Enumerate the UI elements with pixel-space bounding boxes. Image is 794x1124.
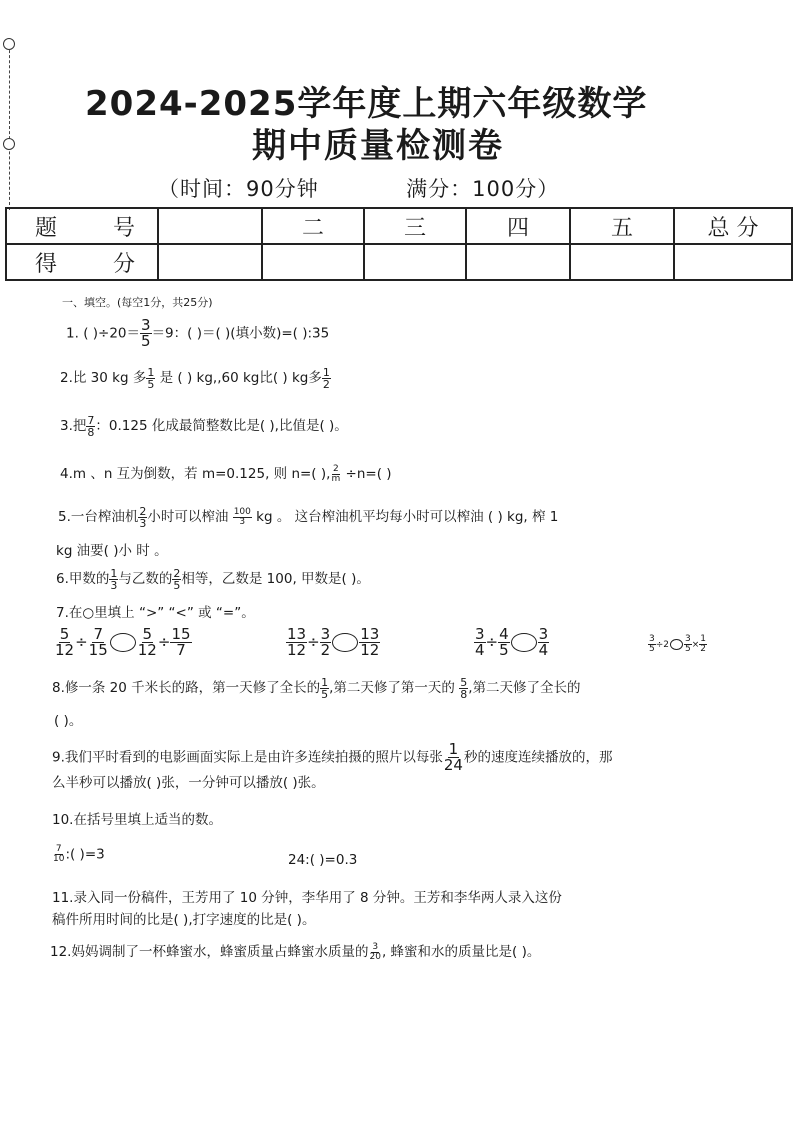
score-table-cell — [158, 208, 262, 244]
operator: ÷ — [157, 633, 171, 651]
numerator: 1 — [321, 675, 329, 689]
compare-circle[interactable] — [670, 639, 683, 650]
numerator: 3 — [141, 316, 151, 334]
q10-item-2: 24:( )=0.3 — [288, 852, 358, 868]
denominator: 3 — [239, 516, 246, 527]
denominator: 12 — [137, 641, 157, 659]
score-cell[interactable] — [158, 244, 262, 280]
q8-fraction-1 — [320, 677, 329, 700]
denominator: 8 — [460, 687, 468, 701]
numerator: 2 — [173, 566, 181, 580]
denominator: 5 — [649, 644, 655, 654]
question-5-line2: kg 油要( )小 时 。 — [56, 543, 168, 559]
compare-circle[interactable] — [110, 633, 136, 652]
question-11: 11.录入同一份稿件，王芳用了 10 分钟，李华用了 8 分钟。王芳和李华两人录入这份 — [52, 890, 562, 906]
q6-text-b: 与乙数的 — [118, 571, 173, 587]
question-5 — [58, 505, 558, 529]
denominator: 24 — [443, 756, 463, 774]
denominator: 5 — [321, 687, 329, 701]
numerator: 1 — [110, 566, 118, 580]
q5-text-c: kg 。 这台榨油机平均每小时可以榨油 ( ) kg, 榨 1 — [251, 509, 559, 525]
q3-text-b: ：0.125 化成最简整数比是( ),比值是( )。 — [95, 418, 348, 434]
question-8-line2: ( )。 — [54, 713, 83, 729]
q4-text-a: 4.m 、n 互为倒数，若 m=0.125, 则 n=( ), — [60, 466, 331, 482]
question-2 — [60, 366, 331, 390]
question-4 — [60, 462, 392, 484]
score-table-cell: 二 — [262, 208, 364, 244]
denominator: 5 — [147, 377, 155, 391]
denominator: 5 — [173, 578, 181, 592]
q8-text-c: ,第二天修了全长的 — [468, 680, 581, 696]
fraction — [359, 627, 380, 658]
question-6 — [56, 567, 370, 591]
q10-text-a: :( )=3 — [65, 846, 105, 863]
numerator: 7 — [55, 844, 62, 854]
q5-text-b: 小时可以榨油 — [147, 509, 233, 525]
q2-fraction-1 — [146, 367, 155, 390]
score-cell[interactable] — [262, 244, 364, 280]
operator: ÷2 — [655, 640, 670, 650]
binding-hole — [3, 138, 15, 150]
numerator: 2 — [332, 463, 339, 474]
numerator: 5 — [460, 675, 468, 689]
numerator: 3 — [685, 634, 691, 644]
exam-full-score: 满分：100分） — [406, 177, 560, 201]
q9-text-a: 9.我们平时看到的电影画面实际上是由许多连续拍摄的照片以每张 — [52, 749, 443, 766]
q7-expression-1 — [54, 627, 192, 658]
denominator: 2 — [320, 641, 331, 659]
operator: ÷ — [75, 633, 88, 651]
q8-text-a: 8.修一条 20 千米长的路，第一天修了全长的 — [52, 680, 321, 696]
fraction — [684, 635, 692, 654]
denominator: m — [331, 473, 341, 484]
fraction — [474, 627, 486, 658]
operator: × — [691, 640, 700, 650]
score-cell[interactable] — [364, 244, 466, 280]
q9-text-b: 秒的速度连续播放的，那 — [463, 749, 613, 766]
numerator: 3 — [475, 625, 485, 643]
numerator: 3 — [372, 941, 379, 952]
score-table-header-row — [6, 208, 792, 244]
score-table-cell: 五 — [570, 208, 674, 244]
q4-text-b: ÷n=( ) — [341, 466, 392, 482]
numerator: 5 — [142, 625, 153, 643]
section-heading: 一、填空。(每空1分，共25分) — [62, 296, 213, 309]
denominator: 10 — [53, 854, 65, 864]
numerator: 3 — [320, 625, 331, 643]
question-9-line2: 么半秒可以播放( )张，一分钟可以播放( )张。 — [52, 775, 325, 791]
numerator: 1 — [322, 365, 330, 379]
q1-number: 1. — [66, 325, 79, 342]
score-cell[interactable] — [570, 244, 674, 280]
q8-text-b: ,第二天修了第一天的 — [329, 680, 460, 696]
q7-expression-2 — [286, 627, 380, 658]
denominator: 8 — [87, 425, 95, 439]
q10-fraction — [52, 845, 65, 864]
q3-text-a: 3.把 — [60, 418, 87, 434]
q6-text-c: 相等，乙数是 100, 甲数是( )。 — [181, 571, 370, 587]
question-3 — [60, 414, 348, 438]
numerator: 2 — [139, 504, 147, 518]
denominator: 12 — [360, 641, 380, 659]
denominator: 4 — [475, 641, 485, 659]
q1-text-a: ( )÷20＝ — [83, 325, 141, 342]
numerator: 4 — [499, 625, 509, 643]
q2-fraction-2 — [322, 367, 331, 390]
q9-fraction — [443, 742, 464, 773]
score-table-cell: 三 — [364, 208, 466, 244]
question-11-line2: 稿件所用时间的比是( ),打字速度的比是( )。 — [52, 912, 316, 928]
denominator: 7 — [176, 641, 186, 659]
denominator: 3 — [139, 516, 147, 530]
numerator: 5 — [59, 625, 70, 643]
fraction — [648, 635, 656, 654]
operator: ÷ — [307, 633, 320, 651]
fraction — [286, 627, 307, 658]
score-table-cell: 四 — [466, 208, 570, 244]
denominator: 4 — [538, 641, 549, 659]
q5-text-a: 5.一台榨油机 — [58, 509, 139, 525]
score-table-label-question: 题 号 — [6, 208, 158, 244]
q7-expression-4 — [648, 635, 707, 654]
denominator: 5 — [685, 644, 691, 654]
operator: ÷ — [485, 633, 499, 651]
numerator: 3 — [538, 625, 549, 643]
question-9 — [52, 742, 612, 773]
denominator: 2 — [322, 377, 330, 391]
score-table-label-score: 得 分 — [6, 244, 158, 280]
denominator: 20 — [369, 951, 381, 962]
fraction — [137, 627, 158, 658]
q2-text-b: 是 ( ) kg,,60 kg比( ) kg多 — [155, 370, 322, 386]
q6-text-a: 6.甲数的 — [56, 571, 110, 587]
fraction — [498, 627, 510, 658]
numerator: 1 — [448, 740, 459, 758]
q12-text-b: , 蜂蜜和水的质量比是( )。 — [381, 944, 541, 960]
question-10: 10.在括号里填上适当的数。 — [52, 812, 222, 828]
q10-item-1 — [52, 845, 105, 864]
fraction — [88, 627, 109, 658]
score-table-score-row — [6, 244, 792, 280]
exam-title-line1: 2024-2025学年度上期六年级数学 — [85, 84, 648, 124]
numerator: 7 — [93, 625, 103, 643]
denominator: 12 — [55, 641, 75, 659]
q1-text-b: ＝9：( )＝( )(填小数)=( ):35 — [151, 325, 330, 342]
numerator: 100 — [233, 506, 251, 517]
q2-text-a: 2.比 30 kg 多 — [60, 370, 147, 386]
score-table — [5, 207, 793, 281]
question-1 — [66, 318, 329, 349]
fraction — [170, 627, 191, 658]
numerator: 3 — [649, 634, 655, 644]
q5-fraction-2 — [233, 508, 252, 527]
denominator: 5 — [141, 332, 151, 350]
score-cell[interactable] — [466, 244, 570, 280]
compare-circle[interactable] — [511, 633, 537, 652]
q1-fraction — [140, 318, 152, 349]
score-cell[interactable] — [674, 244, 792, 280]
fraction — [320, 627, 332, 658]
denominator: 3 — [110, 578, 118, 592]
fraction — [699, 635, 707, 654]
denominator: 12 — [287, 641, 307, 659]
q12-fraction — [368, 943, 381, 962]
numerator: 13 — [360, 625, 380, 643]
score-table-total: 总 分 — [674, 208, 792, 244]
q7-expression-3 — [474, 627, 549, 658]
numerator: 7 — [87, 413, 95, 427]
binding-line — [9, 40, 10, 210]
fraction — [538, 627, 550, 658]
denominator: 2 — [700, 644, 707, 654]
exam-info — [158, 173, 559, 203]
numerator: 15 — [171, 625, 191, 643]
denominator: 15 — [88, 641, 108, 659]
q4-fraction — [330, 465, 341, 484]
q8-fraction-2 — [459, 677, 468, 700]
question-8 — [52, 676, 581, 700]
fraction — [54, 627, 75, 658]
binding-hole — [3, 38, 15, 50]
question-7: 7.在○里填上 “>” “<” 或 “=”。 — [56, 605, 255, 621]
exam-title-line2: 期中质量检测卷 — [252, 126, 504, 166]
exam-time: （时间：90分钟 — [158, 177, 319, 201]
numerator: 1 — [147, 365, 155, 379]
question-12 — [50, 940, 540, 962]
denominator: 5 — [499, 641, 509, 659]
numerator: 13 — [287, 625, 307, 643]
compare-circle[interactable] — [332, 633, 358, 652]
q12-text-a: 12.妈妈调制了一杯蜂蜜水，蜂蜜质量占蜂蜜水质量的 — [50, 944, 369, 960]
numerator: 1 — [700, 634, 707, 644]
